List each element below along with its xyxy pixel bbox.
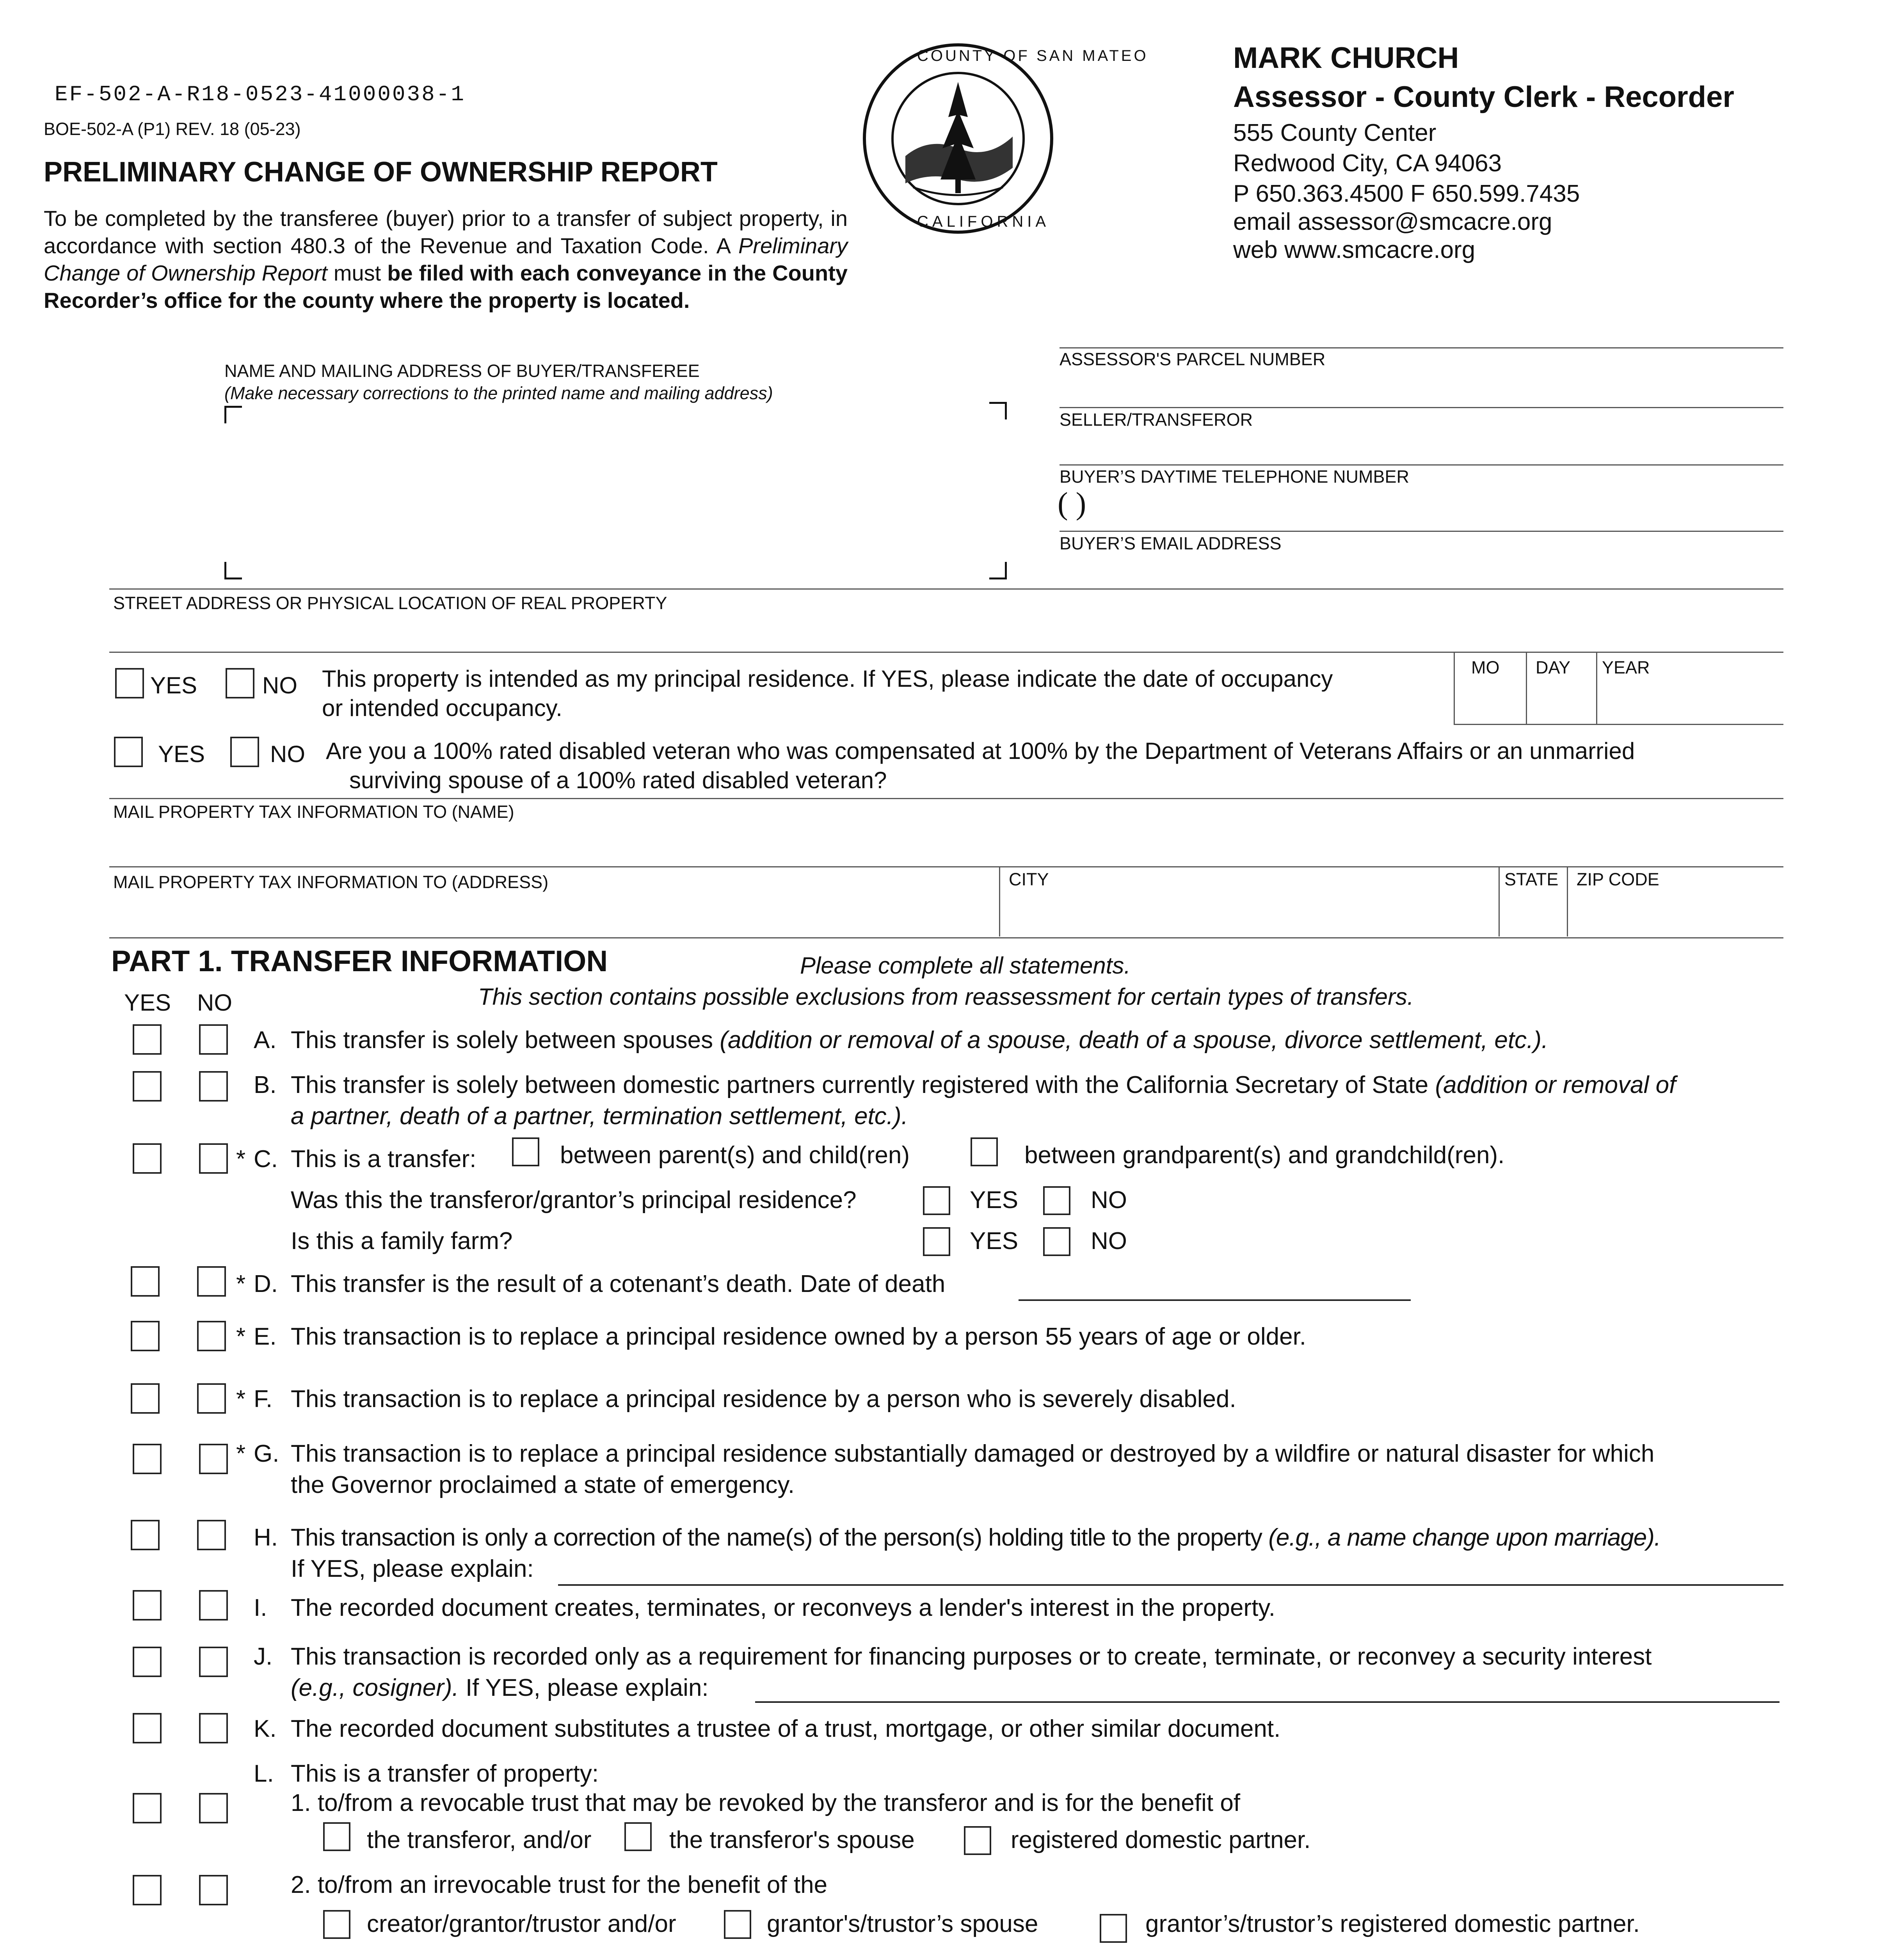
- veteran-no-checkbox[interactable]: [230, 737, 259, 767]
- c-letter: C.: [254, 1146, 278, 1173]
- l2-partner-checkbox[interactable]: [1100, 1914, 1127, 1943]
- c-parent-child-label: between parent(s) and child(ren): [560, 1142, 910, 1169]
- mail-state-field[interactable]: [1502, 894, 1565, 935]
- mail-zip-field[interactable]: [1571, 894, 1781, 935]
- occupancy-year-field[interactable]: [1598, 679, 1781, 722]
- j-explain-field[interactable]: [755, 1672, 1780, 1701]
- d-letter: D.: [254, 1270, 278, 1297]
- l1-transferor-label: the transferor, and/or: [367, 1827, 592, 1853]
- b-yes-checkbox[interactable]: [133, 1071, 162, 1102]
- a-text: This transfer is solely between spouses (addition or removal of a spouse, death of a spouse, divorce settlement, etc.).: [291, 1027, 1548, 1054]
- window-corner-br: [989, 562, 1007, 579]
- buyer-name-label: NAME AND MAILING ADDRESS OF BUYER/TRANSFEREE: [224, 361, 700, 381]
- j-text: This transaction is recorded only as a requirement for financing purposes or to create, terminate, or reconvey a security interest: [291, 1643, 1652, 1670]
- email-field[interactable]: [1060, 554, 1783, 587]
- seller-label: SELLER/TRANSFEROR: [1060, 410, 1253, 430]
- city-label: CITY: [1009, 869, 1049, 889]
- residence-yes-label: YES: [150, 672, 197, 698]
- veteran-question-cont: surviving spouse of a 100% rated disabled veteran?: [349, 767, 887, 793]
- c-star: *: [236, 1146, 246, 1173]
- k-letter: K.: [254, 1715, 277, 1742]
- street-label: STREET ADDRESS OR PHYSICAL LOCATION OF REAL PROPERTY: [113, 593, 667, 613]
- c-residence-yes-checkbox[interactable]: [923, 1186, 950, 1215]
- l2-partner-label: grantor’s/trustor’s registered domestic partner.: [1145, 1910, 1640, 1937]
- d-date-field[interactable]: [1019, 1268, 1411, 1299]
- date-bottom-rule: [1454, 724, 1783, 725]
- zip-divider: [1567, 866, 1568, 936]
- buyer-name-note: (Make necessary corrections to the printed name and mailing address): [224, 383, 773, 403]
- email-top-rule: [1060, 531, 1783, 532]
- c-residence-question: Was this the transferor/grantor’s principal residence?: [291, 1187, 857, 1214]
- occupancy-month-field[interactable]: [1456, 679, 1524, 722]
- mail-addr-label: MAIL PROPERTY TAX INFORMATION TO (ADDRESS): [113, 872, 549, 892]
- seal-top-text: COUNTY OF SAN MATEO: [917, 47, 1148, 64]
- j-no-checkbox[interactable]: [199, 1647, 228, 1677]
- county-seal: [859, 39, 1148, 238]
- office-web: web www.smcacre.org: [1233, 236, 1476, 263]
- j-letter: J.: [254, 1643, 273, 1670]
- h-explain-field[interactable]: [558, 1555, 1783, 1584]
- h-yes-checkbox[interactable]: [131, 1520, 160, 1550]
- l1-spouse-label: the transferor's spouse: [669, 1827, 915, 1853]
- l-letter: L.: [254, 1760, 274, 1787]
- h-explain-label: If YES, please explain:: [291, 1555, 534, 1582]
- e-yes-checkbox[interactable]: [131, 1321, 160, 1351]
- part1-subnote: This section contains possible exclusions from reassessment for certain types of transfers.: [478, 984, 1414, 1010]
- k-yes-checkbox[interactable]: [133, 1713, 162, 1743]
- f-star: *: [236, 1386, 246, 1413]
- k-no-checkbox[interactable]: [199, 1713, 228, 1743]
- form-revision: BOE-502-A (P1) REV. 18 (05-23): [44, 119, 301, 139]
- i-letter: I.: [254, 1594, 267, 1621]
- h-letter: H.: [254, 1524, 278, 1551]
- l1-yes-checkbox[interactable]: [133, 1793, 162, 1823]
- c-farm-yes-checkbox[interactable]: [923, 1227, 950, 1256]
- mail-name-top-rule: [109, 798, 1783, 799]
- seller-top-rule: [1060, 407, 1783, 408]
- veteran-no-label: NO: [270, 741, 305, 767]
- c-yes-checkbox[interactable]: [133, 1143, 162, 1174]
- b-no-checkbox[interactable]: [199, 1071, 228, 1102]
- l2-creator-checkbox[interactable]: [323, 1910, 350, 1939]
- j-text-cont: (e.g., cosigner). If YES, please explain:: [291, 1674, 709, 1701]
- c-residence-no-label: NO: [1091, 1187, 1127, 1214]
- mail-bottom-rule: [109, 937, 1783, 938]
- veteran-yes-checkbox[interactable]: [114, 737, 143, 767]
- phone-label: BUYER’S DAYTIME TELEPHONE NUMBER: [1060, 467, 1410, 487]
- c-residence-yes-label: YES: [970, 1187, 1019, 1214]
- d-no-checkbox[interactable]: [197, 1266, 226, 1297]
- d-date-line: [1019, 1299, 1411, 1301]
- f-text: This transaction is to replace a principal residence by a person who is severely disabled.: [291, 1386, 1236, 1413]
- intro-paragraph: To be completed by the transferee (buyer) prior to a transfer of subject property, in accordance with section 480.3 of the Revenue and Taxation Code. A Preliminary Change of Ownership Report must be filed with each conveyance in the County Recorder’s office for the county where the property is located.: [44, 206, 848, 313]
- occupancy-day-field[interactable]: [1528, 679, 1594, 722]
- c-residence-no-checkbox[interactable]: [1043, 1186, 1070, 1215]
- seller-field[interactable]: [1060, 431, 1783, 464]
- part1-note: Please complete all statements.: [800, 952, 1131, 979]
- a-no-checkbox[interactable]: [199, 1024, 228, 1055]
- office-email: email assessor@smcacre.org: [1233, 208, 1552, 235]
- b-letter: B.: [254, 1071, 277, 1098]
- f-no-checkbox[interactable]: [197, 1383, 226, 1414]
- state-label: STATE: [1504, 869, 1559, 889]
- f-yes-checkbox[interactable]: [131, 1383, 160, 1414]
- g-text: This transaction is to replace a principal residence substantially damaged or destroyed by a wildfire or natural disaster for which: [291, 1440, 1655, 1467]
- a-yes-checkbox[interactable]: [133, 1024, 162, 1055]
- b-text-cont: a partner, death of a partner, termination settlement, etc.).: [291, 1103, 908, 1130]
- date-divider-2: [1526, 652, 1527, 724]
- j-explain-line: [755, 1701, 1780, 1703]
- form-code: EF-502-A-R18-0523-41000038-1: [55, 82, 466, 107]
- h-text: This transaction is only a correction of the name(s) of the person(s) holding title to the property (e.g., a name change upon marriage).: [291, 1524, 1661, 1551]
- l2-spouse-label: grantor's/trustor’s spouse: [767, 1910, 1038, 1937]
- seal-bottom-text: CALIFORNIA: [917, 213, 1050, 230]
- apn-label: ASSESSOR'S PARCEL NUMBER: [1060, 349, 1326, 369]
- j-yes-checkbox[interactable]: [133, 1647, 162, 1677]
- e-no-checkbox[interactable]: [197, 1321, 226, 1351]
- mail-addr-top-rule: [109, 866, 1783, 867]
- l2-no-checkbox[interactable]: [199, 1875, 228, 1905]
- state-divider: [1499, 866, 1500, 936]
- email-label: BUYER’S EMAIL ADDRESS: [1060, 533, 1282, 553]
- window-corner-bl: [224, 562, 242, 579]
- g-text-cont: the Governor proclaimed a state of emergency.: [291, 1471, 795, 1498]
- col-yes-label: YES: [124, 990, 171, 1016]
- l1-transferor-checkbox[interactable]: [323, 1822, 350, 1851]
- assessor-title: Assessor - County Clerk - Recorder: [1233, 80, 1734, 114]
- c-parent-child-checkbox[interactable]: [512, 1137, 539, 1166]
- c-grandparent-label: between grandparent(s) and grandchild(ren).: [1024, 1142, 1505, 1169]
- l2-spouse-checkbox[interactable]: [724, 1910, 751, 1939]
- date-divider-3: [1596, 652, 1597, 724]
- e-letter: E.: [254, 1323, 277, 1350]
- occupancy-top-rule: [109, 652, 1783, 653]
- h-explain-line: [558, 1584, 1783, 1586]
- l1-partner-checkbox[interactable]: [964, 1826, 991, 1855]
- i-no-checkbox[interactable]: [199, 1590, 228, 1621]
- l1-no-checkbox[interactable]: [199, 1793, 228, 1823]
- mail-city-field[interactable]: [1003, 894, 1495, 935]
- l2-yes-checkbox[interactable]: [133, 1875, 162, 1905]
- l1-spouse-checkbox[interactable]: [624, 1822, 652, 1851]
- apn-top-rule: [1060, 347, 1783, 348]
- mo-label: MO: [1471, 657, 1500, 677]
- i-text: The recorded document creates, terminates, or reconveys a lender's interest in the property.: [291, 1594, 1275, 1621]
- c-text: This is a transfer:: [291, 1146, 476, 1173]
- date-divider-1: [1454, 652, 1455, 724]
- d-star: *: [236, 1270, 246, 1297]
- l1-partner-label: registered domestic partner.: [1011, 1827, 1311, 1853]
- office-phone-fax: P 650.363.4500 F 650.599.7435: [1233, 180, 1580, 207]
- c-farm-no-label: NO: [1091, 1228, 1127, 1254]
- office-address-1: 555 County Center: [1233, 119, 1436, 146]
- g-no-checkbox[interactable]: [199, 1444, 228, 1474]
- c-farm-yes-label: YES: [970, 1228, 1019, 1254]
- c-farm-no-checkbox[interactable]: [1043, 1227, 1070, 1256]
- b-text: This transfer is solely between domestic partners currently registered with the California Secretary of State (addition or removal of: [291, 1071, 1676, 1098]
- residence-no-checkbox[interactable]: [226, 668, 254, 698]
- window-corner-tr: [989, 402, 1007, 419]
- assessor-name: MARK CHURCH: [1233, 41, 1459, 75]
- g-yes-checkbox[interactable]: [133, 1444, 162, 1474]
- veteran-yes-label: YES: [158, 741, 205, 767]
- office-address-2: Redwood City, CA 94063: [1233, 150, 1502, 177]
- c-farm-question: Is this a family farm?: [291, 1228, 513, 1254]
- city-divider: [999, 866, 1000, 936]
- l2-text: 2. to/from an irrevocable trust for the benefit of the: [291, 1871, 828, 1898]
- residence-question-cont: or intended occupancy.: [322, 695, 562, 721]
- a-letter: A.: [254, 1027, 277, 1054]
- street-field[interactable]: [113, 617, 1780, 650]
- c-no-checkbox[interactable]: [199, 1143, 228, 1174]
- f-letter: F.: [254, 1386, 273, 1413]
- d-yes-checkbox[interactable]: [131, 1266, 160, 1297]
- apn-field[interactable]: [1060, 371, 1783, 406]
- day-label: DAY: [1536, 657, 1571, 677]
- phone-top-rule: [1060, 464, 1783, 466]
- mail-name-field[interactable]: [113, 823, 1780, 862]
- e-text: This transaction is to replace a principal residence owned by a person 55 years of age or older.: [291, 1323, 1307, 1350]
- zip-label: ZIP CODE: [1577, 869, 1659, 889]
- l2-creator-label: creator/grantor/trustor and/or: [367, 1910, 676, 1937]
- d-text: This transfer is the result of a cotenant’s death. Date of death: [291, 1270, 946, 1297]
- k-text: The recorded document substitutes a trustee of a trust, mortgage, or other similar document.: [291, 1715, 1281, 1742]
- street-top-rule: [109, 588, 1783, 590]
- veteran-question: Are you a 100% rated disabled veteran who was compensated at 100% by the Department of Veterans Affairs or an unmarried: [326, 738, 1635, 764]
- phone-parens: ( ): [1058, 487, 1086, 521]
- residence-no-label: NO: [262, 672, 297, 698]
- c-grandparent-checkbox[interactable]: [971, 1137, 998, 1166]
- part1-heading: PART 1. TRANSFER INFORMATION: [111, 945, 608, 978]
- phone-field[interactable]: [1060, 488, 1783, 529]
- year-label: YEAR: [1602, 657, 1650, 677]
- l1-text: 1. to/from a revocable trust that may be revoked by the transferor and is for the benefit of: [291, 1789, 1241, 1816]
- l-text: This is a transfer of property:: [291, 1760, 599, 1787]
- g-letter: G.: [254, 1440, 279, 1467]
- residence-question: This property is intended as my principal residence. If YES, please indicate the date of occupancy: [322, 666, 1333, 692]
- i-yes-checkbox[interactable]: [133, 1590, 162, 1621]
- e-star: *: [236, 1323, 246, 1350]
- buyer-address-field[interactable]: [242, 421, 987, 562]
- mail-address-field[interactable]: [113, 894, 995, 935]
- col-no-label: NO: [197, 990, 232, 1016]
- h-no-checkbox[interactable]: [197, 1520, 226, 1550]
- residence-yes-checkbox[interactable]: [115, 668, 144, 698]
- mail-name-label: MAIL PROPERTY TAX INFORMATION TO (NAME): [113, 802, 514, 822]
- page-title: PRELIMINARY CHANGE OF OWNERSHIP REPORT: [44, 156, 718, 188]
- g-star: *: [236, 1440, 246, 1467]
- window-corner-tl: [224, 406, 242, 423]
